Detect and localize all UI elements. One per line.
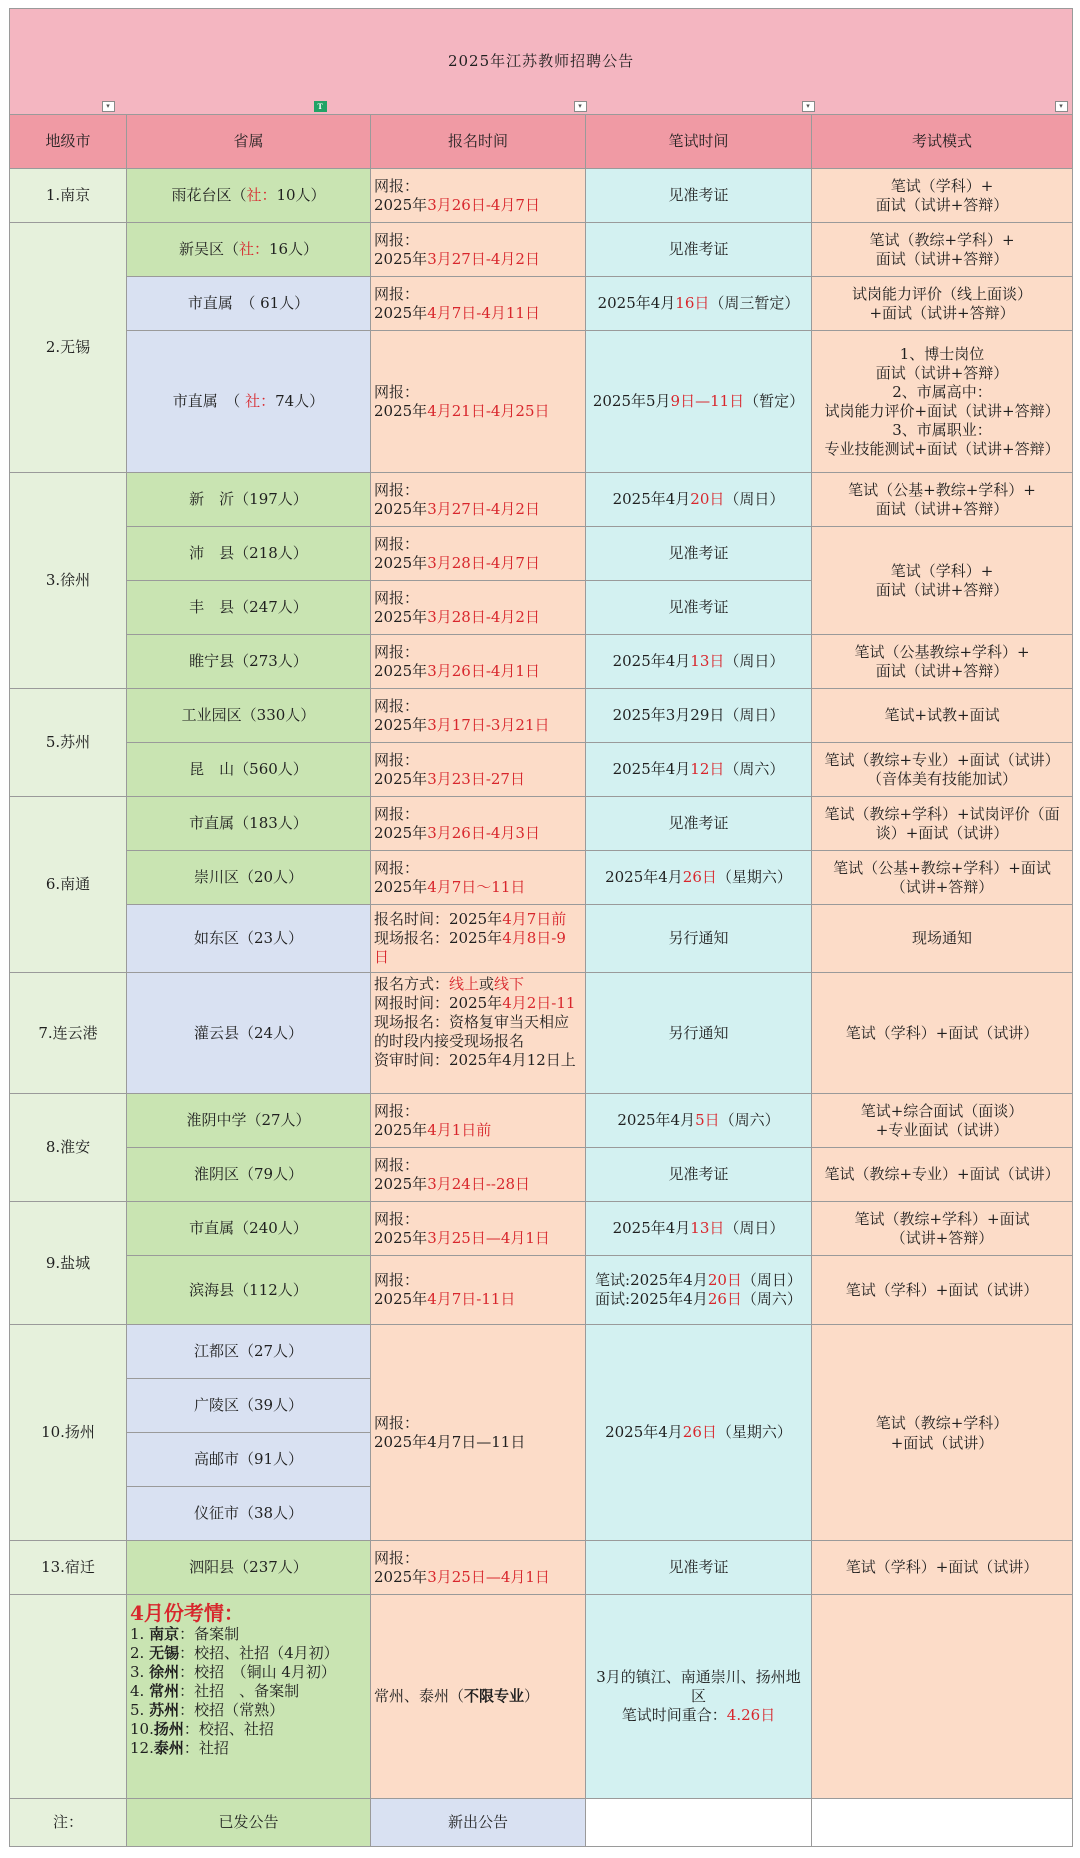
exam-mode-cell: 现场通知 <box>812 905 1073 973</box>
list-item: 4. 常州：社招 、备案制 <box>130 1682 300 1700</box>
filter-active-icon[interactable]: T <box>314 101 327 112</box>
registration-cell: 网报： 2025年3月24日--28日 <box>371 1148 586 1202</box>
exam-mode-cell: 笔试（学科）+面试（试讲） <box>812 1256 1073 1325</box>
table-row <box>10 797 1073 851</box>
exam-date-cell: 见准考证 <box>586 797 812 851</box>
exam-mode-cell: 试岗能力评价（线上面谈） +面试（试讲+答辩） <box>812 277 1073 331</box>
exam-mode-cell: 1、博士岗位 面试（试讲+答辩） 2、市属高中： 试岗能力评价+面试（试讲+答辩） 3、市属职业： 专业技能测试+面试（试讲+答辩） <box>812 331 1073 473</box>
registration-cell: 网报： 2025年3月28日-4月7日 <box>371 527 586 581</box>
exam-mode-cell: 笔试（学科）+ 面试（试讲+答辩） <box>812 527 1073 635</box>
page-title: 2025年江苏教师招聘公告 <box>447 52 635 70</box>
exam-mode-cell: 笔试（学科）+面试（试讲） <box>812 973 1073 1094</box>
district-cell: 崇川区（20人） <box>127 851 371 905</box>
table-row <box>10 1148 1073 1202</box>
empty-city-cell <box>10 1595 127 1799</box>
table-row <box>10 743 1073 797</box>
empty-cell <box>812 1799 1073 1847</box>
april-notes-title: 4月份考情： <box>130 1601 244 1625</box>
district-cell: 灌云县（24人） <box>127 973 371 1094</box>
registration-cell: 网报： 2025年3月23日-27日 <box>371 743 586 797</box>
exam-date-cell: 另行通知 <box>586 905 812 973</box>
empty-cell <box>586 1799 812 1847</box>
district-cell: 工业园区（330人） <box>127 689 371 743</box>
column-header-province[interactable]: 省属 <box>127 115 371 169</box>
exam-mode-cell: 笔试（公基教综+学科）+ 面试（试讲+答辩） <box>812 635 1073 689</box>
table-row <box>10 1256 1073 1325</box>
district-cell: 市直属（240人） <box>127 1202 371 1256</box>
district-cell: 市直属（183人） <box>127 797 371 851</box>
exam-date-cell: 2025年4月20日（周日） <box>586 473 812 527</box>
list-item: 5. 苏州：校招（常熟） <box>130 1701 285 1719</box>
district-cell: 丰 县（247人） <box>127 581 371 635</box>
exam-date-cell: 见准考证 <box>586 1541 812 1595</box>
exam-mode-cell: 笔试（教综+学科）+ 面试（试讲+答辩） <box>812 223 1073 277</box>
list-item: 1. 南京：备案制 <box>130 1625 240 1643</box>
district-cell: 市直属 （ 61人） <box>127 277 371 331</box>
city-cell: 3.徐州 <box>10 473 127 689</box>
district-cell: 雨花台区（社：10人） <box>127 169 371 223</box>
registration-cell: 网报： 2025年3月25日—4月1日 <box>371 1202 586 1256</box>
exam-mode-cell: 笔试（教综+学科） +面试（试讲） <box>812 1325 1073 1541</box>
city-cell: 13.宿迁 <box>10 1541 127 1595</box>
exam-date-cell: 笔试:2025年4月20日（周日） 面试:2025年4月26日（周六） <box>586 1256 812 1325</box>
table-row <box>10 973 1073 1094</box>
table-row <box>10 277 1073 331</box>
exam-mode-cell: 笔试（教综+专业）+面试（试讲） <box>812 1148 1073 1202</box>
district-cell: 广陵区（39人） <box>127 1379 371 1433</box>
exam-date-cell: 2025年4月13日（周日） <box>586 1202 812 1256</box>
district-cell: 睢宁县（273人） <box>127 635 371 689</box>
table-row <box>10 527 1073 581</box>
registration-cell: 网报： 2025年4月21日-4月25日 <box>371 331 586 473</box>
april-notes-cell <box>127 1595 371 1799</box>
exam-date-cell: 2025年4月26日（星期六） <box>586 851 812 905</box>
exam-mode-cell: 笔试（教综+学科）+面试 （试讲+答辩） <box>812 1202 1073 1256</box>
note-label: 注： <box>10 1799 127 1847</box>
registration-cell: 网报： 2025年4月7日～11日 <box>371 851 586 905</box>
sheet-title-cell <box>10 9 1073 115</box>
exam-mode-cell: 笔试（教综+学科）+试岗评价（面 谈）+面试（试讲） <box>812 797 1073 851</box>
district-cell: 滨海县（112人） <box>127 1256 371 1325</box>
exam-date-cell: 2025年3月29日（周日） <box>586 689 812 743</box>
table-row <box>10 473 1073 527</box>
table-row <box>10 169 1073 223</box>
filter-dropdown-icon[interactable]: ▾ <box>102 101 115 112</box>
registration-cell: 网报： 2025年3月25日—4月1日 <box>371 1541 586 1595</box>
table-row <box>10 689 1073 743</box>
exam-date-cell: 见准考证 <box>586 223 812 277</box>
district-cell: 仪征市（38人） <box>127 1487 371 1541</box>
column-header-written-exam[interactable]: 笔试时间 <box>586 115 812 169</box>
table-row <box>10 1595 1073 1799</box>
city-cell: 6.南通 <box>10 797 127 973</box>
empty-mode-cell <box>812 1595 1073 1799</box>
exam-date-cell: 3月的镇江、南通崇川、扬州地 区 笔试时间重合：4.26日 <box>586 1595 812 1799</box>
filter-dropdown-icon[interactable]: ▾ <box>1055 101 1068 112</box>
exam-date-cell: 2025年4月13日（周日） <box>586 635 812 689</box>
exam-mode-cell: 笔试（学科）+面试（试讲） <box>812 1541 1073 1595</box>
city-cell: 10.扬州 <box>10 1325 127 1541</box>
district-cell: 高邮市（91人） <box>127 1433 371 1487</box>
exam-date-cell: 见准考证 <box>586 169 812 223</box>
registration-cell: 网报： 2025年3月17日-3月21日 <box>371 689 586 743</box>
exam-mode-cell: 笔试（公基+教综+学科）+ 面试（试讲+答辩） <box>812 473 1073 527</box>
registration-cell: 网报： 2025年3月26日-4月1日 <box>371 635 586 689</box>
table-row <box>10 1325 1073 1379</box>
registration-cell: 常州、泰州（不限专业） <box>371 1595 586 1799</box>
column-header-exam-mode[interactable]: 考试模式 <box>812 115 1073 169</box>
district-cell: 如东区（23人） <box>127 905 371 973</box>
exam-mode-cell: 笔试（公基+教综+学科）+面试 （试讲+答辩） <box>812 851 1073 905</box>
city-cell: 2.无锡 <box>10 223 127 473</box>
table-row <box>10 223 1073 277</box>
exam-date-cell: 见准考证 <box>586 527 812 581</box>
city-cell: 1.南京 <box>10 169 127 223</box>
legend-new: 新出公告 <box>371 1799 586 1847</box>
column-header-city[interactable]: 地级市 <box>10 115 127 169</box>
table-row <box>10 851 1073 905</box>
district-cell: 新吴区（社：16人） <box>127 223 371 277</box>
district-cell: 淮阴区（79人） <box>127 1148 371 1202</box>
recruitment-table <box>9 8 1073 1847</box>
registration-cell: 网报： 2025年4月7日-11日 <box>371 1256 586 1325</box>
registration-cell: 网报： 2025年3月26日-4月3日 <box>371 797 586 851</box>
legend-published: 已发公告 <box>127 1799 371 1847</box>
table-row <box>10 1094 1073 1148</box>
registration-cell: 网报： 2025年4月7日-4月11日 <box>371 277 586 331</box>
exam-mode-cell: 笔试+综合面试（面谈） +专业面试（试讲） <box>812 1094 1073 1148</box>
filter-dropdown-icon[interactable]: ▾ <box>574 101 587 112</box>
district-cell: 市直属 （ 社：74人） <box>127 331 371 473</box>
city-cell: 5.苏州 <box>10 689 127 797</box>
table-row <box>10 905 1073 973</box>
list-item: 2. 无锡：校招、社招（4月初） <box>130 1644 339 1662</box>
exam-mode-cell: 笔试（教综+专业）+面试（试讲） （音体美有技能加试） <box>812 743 1073 797</box>
district-cell: 淮阴中学（27人） <box>127 1094 371 1148</box>
district-cell: 泗阳县（237人） <box>127 1541 371 1595</box>
registration-cell: 网报： 2025年3月27日-4月2日 <box>371 223 586 277</box>
registration-cell: 网报： 2025年3月26日-4月7日 <box>371 169 586 223</box>
registration-cell: 报名方式：线上或线下 网报时间：2025年4月2日-11 现场报名：资格复审当天相应 的时段内接受现场报名 资审时间：2025年4月12日上 <box>371 973 586 1094</box>
city-cell: 8.淮安 <box>10 1094 127 1202</box>
list-item: 3. 徐州：校招 （铜山 4月初） <box>130 1663 336 1681</box>
table-row <box>10 331 1073 473</box>
exam-date-cell: 见准考证 <box>586 581 812 635</box>
table-row <box>10 635 1073 689</box>
city-cell: 9.盐城 <box>10 1202 127 1325</box>
district-cell: 沛 县（218人） <box>127 527 371 581</box>
exam-mode-cell: 笔试（学科）+ 面试（试讲+答辩） <box>812 169 1073 223</box>
city-cell: 7.连云港 <box>10 973 127 1094</box>
exam-date-cell: 2025年5月9日—11日（暂定） <box>586 331 812 473</box>
registration-cell: 网报： 2025年4月7日—11日 <box>371 1325 586 1541</box>
list-item: 12.泰州：社招 <box>130 1739 229 1757</box>
exam-date-cell: 2025年4月12日（周六） <box>586 743 812 797</box>
registration-cell: 网报： 2025年4月1日前 <box>371 1094 586 1148</box>
exam-date-cell: 2025年4月5日（周六） <box>586 1094 812 1148</box>
registration-cell: 报名时间：2025年4月7日前 现场报名：2025年4月8日-9 日 <box>371 905 586 973</box>
list-item: 10.扬州：校招、社招 <box>130 1720 274 1738</box>
district-cell: 昆 山（560人） <box>127 743 371 797</box>
exam-date-cell: 另行通知 <box>586 973 812 1094</box>
filter-dropdown-icon[interactable]: ▾ <box>802 101 815 112</box>
district-cell: 新 沂（197人） <box>127 473 371 527</box>
registration-cell: 网报： 2025年3月27日-4月2日 <box>371 473 586 527</box>
legend-row <box>10 1799 1073 1847</box>
exam-date-cell: 2025年4月16日（周三暂定） <box>586 277 812 331</box>
district-cell: 江都区（27人） <box>127 1325 371 1379</box>
table-row <box>10 1202 1073 1256</box>
registration-cell: 网报： 2025年3月28日-4月2日 <box>371 581 586 635</box>
exam-date-cell: 见准考证 <box>586 1148 812 1202</box>
column-header-registration[interactable]: 报名时间 <box>371 115 586 169</box>
exam-mode-cell: 笔试+试教+面试 <box>812 689 1073 743</box>
exam-date-cell: 2025年4月26日（星期六） <box>586 1325 812 1541</box>
table-row <box>10 1541 1073 1595</box>
